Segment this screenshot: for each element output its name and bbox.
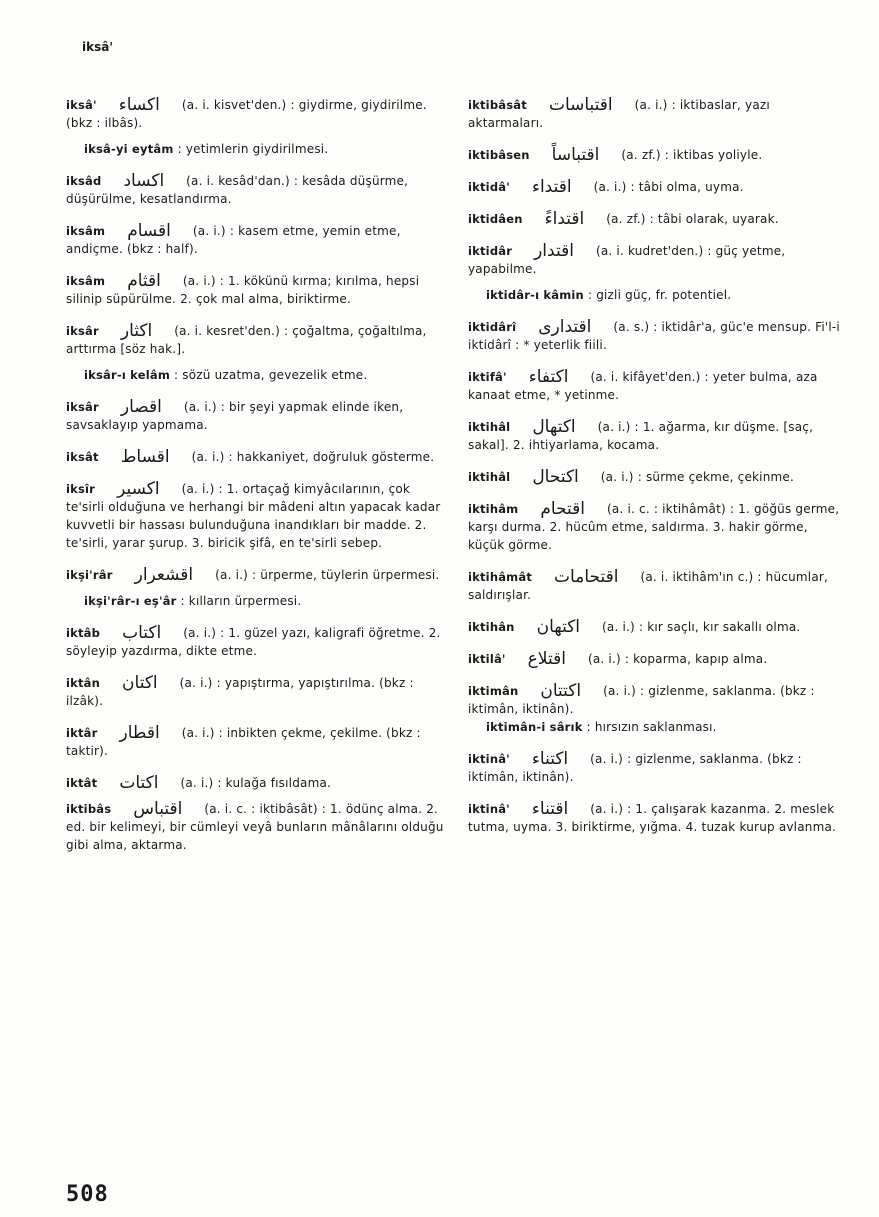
dictionary-entry — [66, 774, 444, 800]
subentry — [66, 366, 444, 398]
definition: : hırsızın saklanması. — [586, 720, 717, 734]
definition: (a. zf.) : iktibas yoliyle. — [621, 148, 763, 162]
headword: iktidârî — [468, 320, 517, 334]
arabic-script: اقتناء — [531, 799, 569, 819]
arabic-script: اقتدار — [534, 241, 574, 261]
definition: (a. i.) : 1. ağarma, kır düşme. [saç, sakal]. 2. ihtiyarlama, kocama. — [468, 420, 814, 452]
definition: (a. i.) : sürme çekme, çekinme. — [600, 470, 795, 484]
headword: iktâr — [66, 726, 98, 740]
headword: iktidâr-ı kâmin — [486, 288, 584, 302]
definition: (a. i.) : kasem etme, yemin etme, andiçme. (bkz : half). — [66, 224, 401, 256]
definition: (a. i.) : tâbi olma, uyma. — [593, 180, 744, 194]
arabic-script: اقتداءً — [544, 209, 585, 229]
arabic-script: اكتهان — [536, 617, 581, 637]
headword: iksâd — [66, 174, 102, 188]
dictionary-entry — [468, 178, 844, 210]
subentry — [468, 286, 844, 318]
dictionary-entry — [468, 368, 844, 418]
arabic-script: اقصار — [120, 397, 162, 417]
definition: : gizli güç, fr. potentiel. — [587, 288, 732, 302]
arabic-script: اكتاب — [122, 623, 162, 643]
dictionary-entry — [66, 448, 444, 480]
dictionary-entry — [468, 682, 844, 718]
headword: iktâb — [66, 626, 101, 640]
dictionary-entry — [66, 480, 444, 566]
dictionary-entry — [66, 398, 444, 448]
dictionary-entry — [468, 418, 844, 468]
definition: (a. i.) : 1. çalışarak kazanma. 2. meslek tutma, uyma. 3. biriktirme, yığma. 4. tuzak kurup avlanma. — [468, 802, 837, 834]
arabic-script: اقتباس — [133, 799, 183, 819]
headword: iktât — [66, 776, 98, 790]
subentry — [66, 140, 444, 172]
headword: iktibâsen — [468, 148, 530, 162]
headword: iktimân — [468, 684, 519, 698]
arabic-script: اكتتان — [540, 681, 582, 701]
dictionary-entry — [468, 650, 844, 682]
running-head: iksâ' — [82, 40, 114, 54]
arabic-script: اكتان — [122, 673, 158, 693]
definition: (a. i. kisvet'den.) : giydirme, giydirilme. (bkz : ilbâs). — [66, 98, 427, 130]
definition: (a. i.) : inbikten çekme, çekilme. (bkz : taktir). — [66, 726, 421, 758]
headword: iktihâl — [468, 470, 511, 484]
dictionary-entry — [66, 674, 444, 724]
definition: (a. i.) : gizlenme, saklanma. (bkz : iktimân, iktinân). — [468, 684, 815, 716]
definition: (a. i. kesret'den.) : çoğaltma, çoğaltılma, arttırma [söz hak.]. — [66, 324, 427, 356]
definition: (a. i.) : hakkaniyet, doğruluk gösterme. — [191, 450, 435, 464]
arabic-script: اقتداری — [538, 317, 592, 337]
headword: iksâ' — [66, 98, 97, 112]
left-column — [66, 96, 444, 854]
definition: (a. i.) : kulağa fısıldama. — [180, 776, 332, 790]
headword: iktibâs — [66, 802, 112, 816]
definition: (a. i.) : yapıştırma, yapıştırılma. (bkz : ilzâk). — [66, 676, 414, 708]
dictionary-entry — [468, 318, 844, 368]
headword: iksâr-ı kelâm — [84, 368, 171, 382]
definition: (a. i. c. : iktihâmât) : 1. göğüs germe, karşı durma. 2. hücûm etme, saldırma. 3. hakir görme, küçük görme. — [468, 502, 840, 552]
arabic-script: اقتباساً — [551, 145, 600, 165]
arabic-script: اقتحامات — [554, 567, 619, 587]
headword: iktimân-i sârık — [486, 720, 583, 734]
dictionary-entry — [468, 210, 844, 242]
headword: iktidâr — [468, 244, 513, 258]
definition: (a. i. c. : iktibâsât) : 1. ödünç alma. 2. ed. bir kelimeyi, bir cümleyi veyâ bunların mânâlarını olduğu gibi alma, aktarma. — [66, 802, 444, 852]
headword: iktinâ' — [468, 752, 510, 766]
headword: iktilâ' — [468, 652, 506, 666]
definition: (a. zf.) : tâbi olarak, uyarak. — [606, 212, 779, 226]
dictionary-entry — [66, 96, 444, 140]
definition: (a. i. kesâd'dan.) : kesâda düşürme, düşürülme, kesatlandırma. — [66, 174, 409, 206]
definition: (a. i.) : ürperme, tüylerin ürpermesi. — [215, 568, 440, 582]
headword: iktidâen — [468, 212, 523, 226]
definition: (a. i. kudret'den.) : güç yetme, yapabilme. — [468, 244, 786, 276]
definition: : kılların ürpermesi. — [180, 594, 302, 608]
dictionary-entry — [66, 172, 444, 222]
headword: iksâm — [66, 274, 106, 288]
page-number: 508 — [66, 1182, 109, 1207]
arabic-script: اقتحام — [540, 499, 586, 519]
arabic-script: اكتفاء — [528, 367, 569, 387]
arabic-script: اكسير — [117, 479, 160, 499]
dictionary-entry — [468, 618, 844, 650]
headword: iksâr — [66, 324, 99, 338]
headword: ikşi'râr-ı eş'âr — [84, 594, 177, 608]
definition: (a. s.) : iktidâr'a, güc'e mensup. Fi'l-i iktidârî : * yeterlik fiili. — [468, 320, 840, 352]
dictionary-entry — [468, 146, 844, 178]
dictionary-entry — [66, 322, 444, 366]
subentry — [468, 718, 844, 750]
arabic-script: اقثام — [127, 271, 161, 291]
dictionary-entry — [468, 468, 844, 500]
arabic-script: اقتداء — [531, 177, 572, 197]
arabic-script: اكتناء — [531, 749, 569, 769]
headword: ikşi'râr — [66, 568, 113, 582]
dictionary-entry — [468, 96, 844, 146]
definition: (a. i.) : gizlenme, saklanma. (bkz : iktimân, iktinân). — [468, 752, 802, 784]
arabic-script: اقساط — [120, 447, 170, 467]
subentry — [66, 592, 444, 624]
headword: iksât — [66, 450, 99, 464]
arabic-script: اكتات — [119, 773, 159, 793]
definition: (a. i.) : kır saçlı, kır sakallı olma. — [602, 620, 801, 634]
headword: iktihân — [468, 620, 515, 634]
headword: iksâr — [66, 400, 99, 414]
arabic-script: اقشعرار — [134, 565, 194, 585]
headword: iktihâm — [468, 502, 519, 516]
definition: (a. i. iktihâm'ın c.) : hücumlar, saldırışlar. — [468, 570, 829, 602]
headword: iktinâ' — [468, 802, 510, 816]
definition: (a. i.) : 1. ortaçağ kimyâcılarının, çok te'sirli olduğuna ve herhangi bir mâdeni altın yapacak kadar kuvvetli bir hassası bulunduğuna inandıkları bir madde. 2. te'sirli, yarar şurup. 3. biricik şifâ, en te'sirli sebep. — [66, 482, 441, 550]
definition: : yetimlerin giydirilmesi. — [177, 142, 329, 156]
arabic-script: اكتحال — [532, 467, 579, 487]
dictionary-entry — [468, 800, 844, 836]
arabic-script: اكثار — [120, 321, 153, 341]
dictionary-entry — [468, 242, 844, 286]
headword: iktidâ' — [468, 180, 510, 194]
headword: iksâm — [66, 224, 106, 238]
headword: iktân — [66, 676, 101, 690]
headword: iksîr — [66, 482, 96, 496]
dictionary-entry — [66, 724, 444, 774]
arabic-script: اقتباسات — [548, 95, 613, 115]
arabic-script: اكتهال — [532, 417, 576, 437]
dictionary-entry — [66, 272, 444, 322]
headword: iksâ-yi eytâm — [84, 142, 174, 156]
arabic-script: اقطار — [119, 723, 160, 743]
arabic-script: اكساء — [118, 95, 160, 115]
dictionary-entry — [66, 624, 444, 674]
headword: iktihâl — [468, 420, 511, 434]
right-column — [468, 96, 844, 836]
definition: (a. i.) : 1. kökünü kırma; kırılma, hepsi silinip süpürülme. 2. çok mal alma, biriktirme. — [66, 274, 420, 306]
dictionary-entry — [468, 568, 844, 618]
definition: (a. i.) : koparma, kapıp alma. — [587, 652, 768, 666]
headword: iktibâsât — [468, 98, 527, 112]
definition: (a. i.) : iktibaslar, yazı aktarmaları. — [468, 98, 770, 130]
dictionary-entry — [66, 222, 444, 272]
arabic-script: اقتلاع — [527, 649, 566, 669]
headword: iktifâ' — [468, 370, 507, 384]
definition: (a. i. kifâyet'den.) : yeter bulma, aza kanaat etme, * yetinme. — [468, 370, 818, 402]
definition: (a. i.) : 1. güzel yazı, kaligrafi öğretme. 2. söyleyip yazdırma, dikte etme. — [66, 626, 441, 658]
headword: iktihâmât — [468, 570, 533, 584]
dictionary-entry — [468, 750, 844, 800]
arabic-script: اكساد — [123, 171, 165, 191]
definition: (a. i.) : bir şeyi yapmak elinde iken, savsaklayıp yapmama. — [66, 400, 404, 432]
definition: : sözü uzatma, gevezelik etme. — [174, 368, 368, 382]
dictionary-entry — [66, 566, 444, 592]
dictionary-entry — [66, 800, 444, 854]
arabic-script: اقسام — [127, 221, 171, 241]
dictionary-entry — [468, 500, 844, 568]
